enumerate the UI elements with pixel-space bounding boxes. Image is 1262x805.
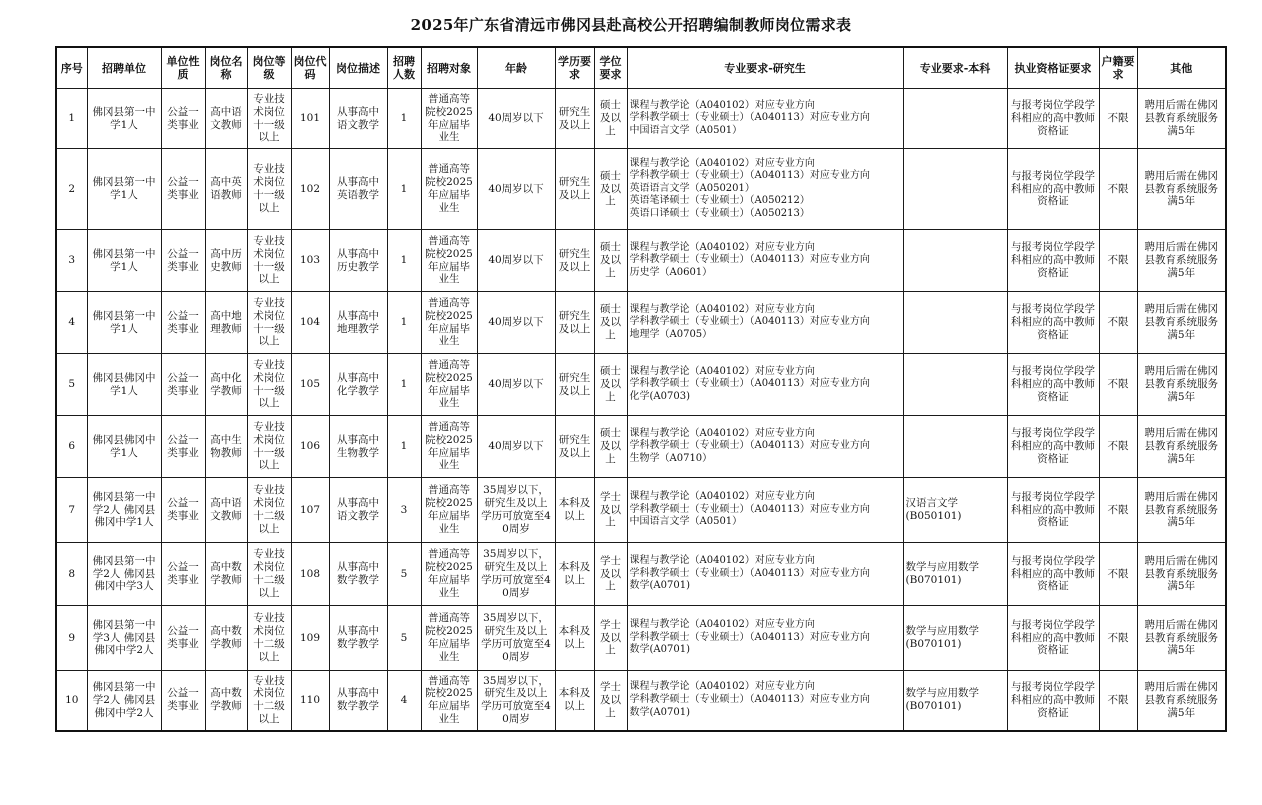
col-header-post: 岗位名称 <box>205 47 247 89</box>
cell-age: 35周岁以下，研究生及以上学历可放宽至40周岁 <box>477 478 555 543</box>
cell-hukou: 不限 <box>1099 230 1137 292</box>
table-row <box>56 416 1226 478</box>
cell-major-undergraduate <box>903 230 1007 292</box>
cell-hukou: 不限 <box>1099 149 1137 230</box>
cell-major-postgraduate-line: 课程与教学论（A040102）对应专业方向 <box>629 157 815 169</box>
cell-major-postgraduate <box>627 478 903 543</box>
cell-count: 1 <box>387 230 421 292</box>
cell-target: 普通高等院校2025年应届毕业生 <box>421 478 477 543</box>
cell-nature: 公益一类事业 <box>161 89 205 149</box>
cell-major-postgraduate <box>627 149 903 230</box>
cell-target: 普通高等院校2025年应届毕业生 <box>421 354 477 416</box>
cell-degree: 学士及以上 <box>594 671 627 731</box>
cell-nature: 公益一类事业 <box>161 149 205 230</box>
cell-major-postgraduate-line: 学科教学硕士（专业硕士）（A040113）对应专业方向 <box>629 254 870 266</box>
cell-level: 专业技术岗位十一级以上 <box>247 354 291 416</box>
cell-major-postgraduate-line: 英语口译硕士（专业硕士）（A050213） <box>629 207 810 219</box>
cell-index: 7 <box>56 478 87 543</box>
cell-post: 高中数学教师 <box>205 606 247 671</box>
table-row <box>56 149 1226 230</box>
cell-unit: 佛冈县第一中学2人 佛冈县佛冈中学1人 <box>87 478 161 543</box>
cell-certificate: 与报考岗位学段学科相应的高中教师资格证 <box>1007 149 1099 230</box>
cell-major-postgraduate-line: 数学(A0701) <box>629 580 690 592</box>
cell-education: 研究生及以上 <box>555 416 594 478</box>
col-header-index: 序号 <box>56 47 87 89</box>
cell-index: 1 <box>56 89 87 149</box>
cell-major-postgraduate-line: 课程与教学论（A040102）对应专业方向 <box>629 99 815 111</box>
cell-education: 本科及以上 <box>555 671 594 731</box>
cell-major-postgraduate <box>627 89 903 149</box>
cell-major-undergraduate <box>903 543 1007 606</box>
cell-other: 聘用后需在佛冈县教育系统服务满5年 <box>1137 149 1226 230</box>
cell-hukou: 不限 <box>1099 606 1137 671</box>
cell-description: 从事高中语文教学 <box>329 89 387 149</box>
cell-age: 40周岁以下 <box>477 354 555 416</box>
cell-education: 研究生及以上 <box>555 292 594 354</box>
cell-nature: 公益一类事业 <box>161 478 205 543</box>
cell-certificate: 与报考岗位学段学科相应的高中教师资格证 <box>1007 416 1099 478</box>
cell-education: 本科及以上 <box>555 543 594 606</box>
cell-certificate: 与报考岗位学段学科相应的高中教师资格证 <box>1007 292 1099 354</box>
cell-count: 4 <box>387 671 421 731</box>
cell-code: 108 <box>291 543 329 606</box>
cell-code: 102 <box>291 149 329 230</box>
cell-code: 107 <box>291 478 329 543</box>
col-header-major-undergraduate: 专业要求-本科 <box>903 47 1007 89</box>
cell-certificate: 与报考岗位学段学科相应的高中教师资格证 <box>1007 543 1099 606</box>
cell-unit: 佛冈县第一中学1人 <box>87 149 161 230</box>
cell-post: 高中语文教师 <box>205 89 247 149</box>
col-header-unit: 招聘单位 <box>87 47 161 89</box>
cell-nature: 公益一类事业 <box>161 606 205 671</box>
cell-hukou: 不限 <box>1099 671 1137 731</box>
cell-other: 聘用后需在佛冈县教育系统服务满5年 <box>1137 354 1226 416</box>
cell-major-postgraduate <box>627 543 903 606</box>
cell-level: 专业技术岗位十一级以上 <box>247 416 291 478</box>
cell-hukou: 不限 <box>1099 354 1137 416</box>
cell-level: 专业技术岗位十一级以上 <box>247 89 291 149</box>
cell-major-postgraduate-line: 数学(A0701) <box>629 706 690 718</box>
cell-major-postgraduate-line: 学科教学硕士（专业硕士）（A040113）对应专业方向 <box>629 378 870 390</box>
cell-description: 从事高中地理教学 <box>329 292 387 354</box>
cell-index: 5 <box>56 354 87 416</box>
cell-education: 研究生及以上 <box>555 89 594 149</box>
cell-other: 聘用后需在佛冈县教育系统服务满5年 <box>1137 416 1226 478</box>
cell-level: 专业技术岗位十一级以上 <box>247 149 291 230</box>
cell-count: 1 <box>387 292 421 354</box>
cell-major-postgraduate-line: 课程与教学论（A040102）对应专业方向 <box>629 555 815 567</box>
cell-age: 40周岁以下 <box>477 149 555 230</box>
cell-level: 专业技术岗位十二级以上 <box>247 543 291 606</box>
cell-index: 6 <box>56 416 87 478</box>
table-row <box>56 89 1226 149</box>
cell-hukou: 不限 <box>1099 89 1137 149</box>
cell-major-undergraduate <box>903 292 1007 354</box>
cell-level: 专业技术岗位十一级以上 <box>247 292 291 354</box>
cell-major-postgraduate-line: 学科教学硕士（专业硕士）（A040113）对应专业方向 <box>629 440 870 452</box>
cell-age: 40周岁以下 <box>477 89 555 149</box>
cell-major-undergraduate <box>903 354 1007 416</box>
cell-post: 高中化学教师 <box>205 354 247 416</box>
cell-hukou: 不限 <box>1099 478 1137 543</box>
cell-hukou: 不限 <box>1099 416 1137 478</box>
cell-major-undergraduate-line: 数学与应用数学 <box>905 687 979 700</box>
cell-other: 聘用后需在佛冈县教育系统服务满5年 <box>1137 230 1226 292</box>
cell-count: 1 <box>387 89 421 149</box>
cell-unit: 佛冈县第一中学3人 佛冈县佛冈中学2人 <box>87 606 161 671</box>
cell-degree: 硕士及以上 <box>594 149 627 230</box>
cell-age: 40周岁以下 <box>477 416 555 478</box>
col-header-education: 学历要求 <box>555 47 594 89</box>
col-header-hukou: 户籍要求 <box>1099 47 1137 89</box>
cell-major-postgraduate <box>627 606 903 671</box>
cell-description: 从事高中生物教学 <box>329 416 387 478</box>
col-header-certificate: 执业资格证要求 <box>1007 47 1099 89</box>
cell-education: 研究生及以上 <box>555 149 594 230</box>
cell-nature: 公益一类事业 <box>161 230 205 292</box>
cell-major-postgraduate-line: 化学(A0703) <box>629 390 690 402</box>
cell-major-postgraduate-line: 课程与教学论（A040102）对应专业方向 <box>629 427 815 439</box>
cell-major-undergraduate <box>903 149 1007 230</box>
cell-age: 40周岁以下 <box>477 292 555 354</box>
col-header-other: 其他 <box>1137 47 1226 89</box>
cell-post: 高中生物教师 <box>205 416 247 478</box>
cell-degree: 硕士及以上 <box>594 416 627 478</box>
cell-nature: 公益一类事业 <box>161 292 205 354</box>
cell-major-postgraduate <box>627 354 903 416</box>
cell-code: 110 <box>291 671 329 731</box>
table-row <box>56 230 1226 292</box>
cell-age: 35周岁以下，研究生及以上学历可放宽至40周岁 <box>477 543 555 606</box>
cell-major-postgraduate-line: 地理学（A0705） <box>629 328 713 340</box>
cell-description: 从事高中历史教学 <box>329 230 387 292</box>
cell-description: 从事高中数学教学 <box>329 606 387 671</box>
col-header-major-postgraduate: 专业要求-研究生 <box>627 47 903 89</box>
cell-code: 103 <box>291 230 329 292</box>
cell-index: 9 <box>56 606 87 671</box>
cell-major-postgraduate-line: 课程与教学论（A040102）对应专业方向 <box>629 681 815 693</box>
cell-education: 研究生及以上 <box>555 230 594 292</box>
cell-major-undergraduate <box>903 606 1007 671</box>
cell-count: 1 <box>387 416 421 478</box>
col-header-code: 岗位代码 <box>291 47 329 89</box>
col-header-target: 招聘对象 <box>421 47 477 89</box>
cell-unit: 佛冈县第一中学1人 <box>87 89 161 149</box>
header-row <box>56 47 1226 89</box>
cell-age: 35周岁以下，研究生及以上学历可放宽至40周岁 <box>477 671 555 731</box>
cell-target: 普通高等院校2025年应届毕业生 <box>421 230 477 292</box>
cell-degree: 硕士及以上 <box>594 292 627 354</box>
cell-other: 聘用后需在佛冈县教育系统服务满5年 <box>1137 671 1226 731</box>
cell-major-undergraduate-line: (B070101) <box>905 574 962 586</box>
cell-major-undergraduate-line: (B070101) <box>905 638 962 650</box>
cell-major-postgraduate <box>627 671 903 731</box>
cell-count: 3 <box>387 478 421 543</box>
cell-education: 本科及以上 <box>555 606 594 671</box>
table-body <box>56 89 1226 731</box>
cell-major-undergraduate <box>903 416 1007 478</box>
cell-code: 101 <box>291 89 329 149</box>
cell-certificate: 与报考岗位学段学科相应的高中教师资格证 <box>1007 478 1099 543</box>
cell-major-postgraduate-line: 中国语言文学（A0501） <box>629 516 743 528</box>
cell-count: 5 <box>387 606 421 671</box>
cell-major-undergraduate-line: 数学与应用数学 <box>905 625 979 638</box>
cell-degree: 硕士及以上 <box>594 89 627 149</box>
cell-major-postgraduate-line: 课程与教学论（A040102）对应专业方向 <box>629 303 815 315</box>
table-row <box>56 354 1226 416</box>
cell-description: 从事高中英语教学 <box>329 149 387 230</box>
cell-major-postgraduate-line: 课程与教学论（A040102）对应专业方向 <box>629 241 815 253</box>
cell-major-postgraduate <box>627 416 903 478</box>
cell-code: 104 <box>291 292 329 354</box>
cell-index: 8 <box>56 543 87 606</box>
cell-major-undergraduate-line: 数学与应用数学 <box>905 561 979 574</box>
cell-major-postgraduate-line: 学科教学硕士（专业硕士）（A040113）对应专业方向 <box>629 567 870 579</box>
cell-major-postgraduate-line: 学科教学硕士（专业硕士）（A040113）对应专业方向 <box>629 631 870 643</box>
cell-major-undergraduate-line: 汉语言文学 <box>905 497 958 510</box>
cell-target: 普通高等院校2025年应届毕业生 <box>421 149 477 230</box>
cell-level: 专业技术岗位十二级以上 <box>247 478 291 543</box>
cell-major-undergraduate-line: (B070101) <box>905 700 962 713</box>
cell-level: 专业技术岗位十二级以上 <box>247 671 291 731</box>
cell-target: 普通高等院校2025年应届毕业生 <box>421 416 477 478</box>
cell-major-postgraduate-line: 课程与教学论（A040102）对应专业方向 <box>629 365 815 377</box>
cell-certificate: 与报考岗位学段学科相应的高中教师资格证 <box>1007 354 1099 416</box>
table-row <box>56 543 1226 606</box>
cell-major-postgraduate-line: 学科教学硕士（专业硕士）（A040113）对应专业方向 <box>629 316 870 328</box>
cell-index: 3 <box>56 230 87 292</box>
cell-unit: 佛冈县第一中学1人 <box>87 230 161 292</box>
cell-post: 高中语文教师 <box>205 478 247 543</box>
cell-degree: 学士及以上 <box>594 478 627 543</box>
cell-post: 高中数学教师 <box>205 671 247 731</box>
cell-unit: 佛冈县第一中学2人 佛冈县佛冈中学2人 <box>87 671 161 731</box>
cell-count: 1 <box>387 354 421 416</box>
cell-major-postgraduate-line: 学科教学硕士（专业硕士）（A040113）对应专业方向 <box>629 170 870 182</box>
cell-unit: 佛冈县佛冈中学1人 <box>87 354 161 416</box>
cell-code: 105 <box>291 354 329 416</box>
cell-index: 2 <box>56 149 87 230</box>
cell-post: 高中地理教师 <box>205 292 247 354</box>
col-header-nature: 单位性质 <box>161 47 205 89</box>
cell-post: 高中历史教师 <box>205 230 247 292</box>
cell-code: 109 <box>291 606 329 671</box>
cell-education: 研究生及以上 <box>555 354 594 416</box>
cell-index: 4 <box>56 292 87 354</box>
cell-age: 35周岁以下，研究生及以上学历可放宽至40周岁 <box>477 606 555 671</box>
cell-description: 从事高中数学教学 <box>329 671 387 731</box>
cell-unit: 佛冈县第一中学2人 佛冈县佛冈中学3人 <box>87 543 161 606</box>
cell-major-postgraduate-line: 历史学（A0601） <box>629 266 713 278</box>
cell-level: 专业技术岗位十二级以上 <box>247 606 291 671</box>
cell-code: 106 <box>291 416 329 478</box>
cell-other: 聘用后需在佛冈县教育系统服务满5年 <box>1137 292 1226 354</box>
cell-major-postgraduate-line: 学科教学硕士（专业硕士）（A040113）对应专业方向 <box>629 693 870 705</box>
cell-certificate: 与报考岗位学段学科相应的高中教师资格证 <box>1007 230 1099 292</box>
cell-major-postgraduate <box>627 230 903 292</box>
cell-degree: 学士及以上 <box>594 543 627 606</box>
col-header-description: 岗位描述 <box>329 47 387 89</box>
cell-nature: 公益一类事业 <box>161 543 205 606</box>
cell-certificate: 与报考岗位学段学科相应的高中教师资格证 <box>1007 89 1099 149</box>
cell-other: 聘用后需在佛冈县教育系统服务满5年 <box>1137 478 1226 543</box>
cell-target: 普通高等院校2025年应届毕业生 <box>421 606 477 671</box>
cell-major-postgraduate-line: 中国语言文学（A0501） <box>629 124 743 136</box>
cell-degree: 学士及以上 <box>594 606 627 671</box>
table-row <box>56 478 1226 543</box>
cell-major-postgraduate-line: 学科教学硕士（专业硕士）（A040113）对应专业方向 <box>629 112 870 124</box>
cell-major-postgraduate <box>627 292 903 354</box>
table-row <box>56 606 1226 671</box>
col-header-count: 招聘人数 <box>387 47 421 89</box>
cell-hukou: 不限 <box>1099 292 1137 354</box>
cell-major-postgraduate-line: 英语笔译硕士（专业硕士）（A050212） <box>629 195 810 207</box>
cell-post: 高中数学教师 <box>205 543 247 606</box>
cell-description: 从事高中数学教学 <box>329 543 387 606</box>
col-header-age: 年龄 <box>477 47 555 89</box>
col-header-level: 岗位等级 <box>247 47 291 89</box>
cell-index: 10 <box>56 671 87 731</box>
cell-major-undergraduate-line: (B050101) <box>905 510 962 522</box>
cell-level: 专业技术岗位十一级以上 <box>247 230 291 292</box>
col-header-degree: 学位要求 <box>594 47 627 89</box>
cell-major-postgraduate-line: 课程与教学论（A040102）对应专业方向 <box>629 619 815 631</box>
cell-major-undergraduate <box>903 478 1007 543</box>
cell-major-postgraduate-line: 数学(A0701) <box>629 644 690 656</box>
cell-count: 1 <box>387 149 421 230</box>
cell-description: 从事高中化学教学 <box>329 354 387 416</box>
cell-hukou: 不限 <box>1099 543 1137 606</box>
cell-other: 聘用后需在佛冈县教育系统服务满5年 <box>1137 606 1226 671</box>
cell-major-postgraduate-line: 英语语言文学（A050201） <box>629 182 755 194</box>
cell-major-undergraduate <box>903 671 1007 731</box>
cell-other: 聘用后需在佛冈县教育系统服务满5年 <box>1137 89 1226 149</box>
cell-target: 普通高等院校2025年应届毕业生 <box>421 543 477 606</box>
cell-nature: 公益一类事业 <box>161 354 205 416</box>
cell-other: 聘用后需在佛冈县教育系统服务满5年 <box>1137 543 1226 606</box>
cell-major-postgraduate-line: 生物学（A0710） <box>629 452 713 464</box>
cell-unit: 佛冈县佛冈中学1人 <box>87 416 161 478</box>
cell-degree: 硕士及以上 <box>594 230 627 292</box>
table-row <box>56 292 1226 354</box>
cell-education: 本科及以上 <box>555 478 594 543</box>
cell-target: 普通高等院校2025年应届毕业生 <box>421 292 477 354</box>
cell-certificate: 与报考岗位学段学科相应的高中教师资格证 <box>1007 671 1099 731</box>
cell-major-postgraduate-line: 学科教学硕士（专业硕士）（A040113）对应专业方向 <box>629 503 870 515</box>
cell-target: 普通高等院校2025年应届毕业生 <box>421 89 477 149</box>
cell-count: 5 <box>387 543 421 606</box>
cell-target: 普通高等院校2025年应届毕业生 <box>421 671 477 731</box>
cell-unit: 佛冈县第一中学1人 <box>87 292 161 354</box>
cell-nature: 公益一类事业 <box>161 416 205 478</box>
document-title: 2025年广东省清远市佛冈县赴高校公开招聘编制教师岗位需求表 <box>410 16 852 34</box>
cell-description: 从事高中语文教学 <box>329 478 387 543</box>
cell-nature: 公益一类事业 <box>161 671 205 731</box>
recruitment-table <box>55 46 1227 732</box>
cell-major-postgraduate-line: 课程与教学论（A040102）对应专业方向 <box>629 491 815 503</box>
cell-post: 高中英语教师 <box>205 149 247 230</box>
cell-major-undergraduate <box>903 89 1007 149</box>
cell-degree: 硕士及以上 <box>594 354 627 416</box>
table-row <box>56 671 1226 731</box>
cell-certificate: 与报考岗位学段学科相应的高中教师资格证 <box>1007 606 1099 671</box>
cell-age: 40周岁以下 <box>477 230 555 292</box>
